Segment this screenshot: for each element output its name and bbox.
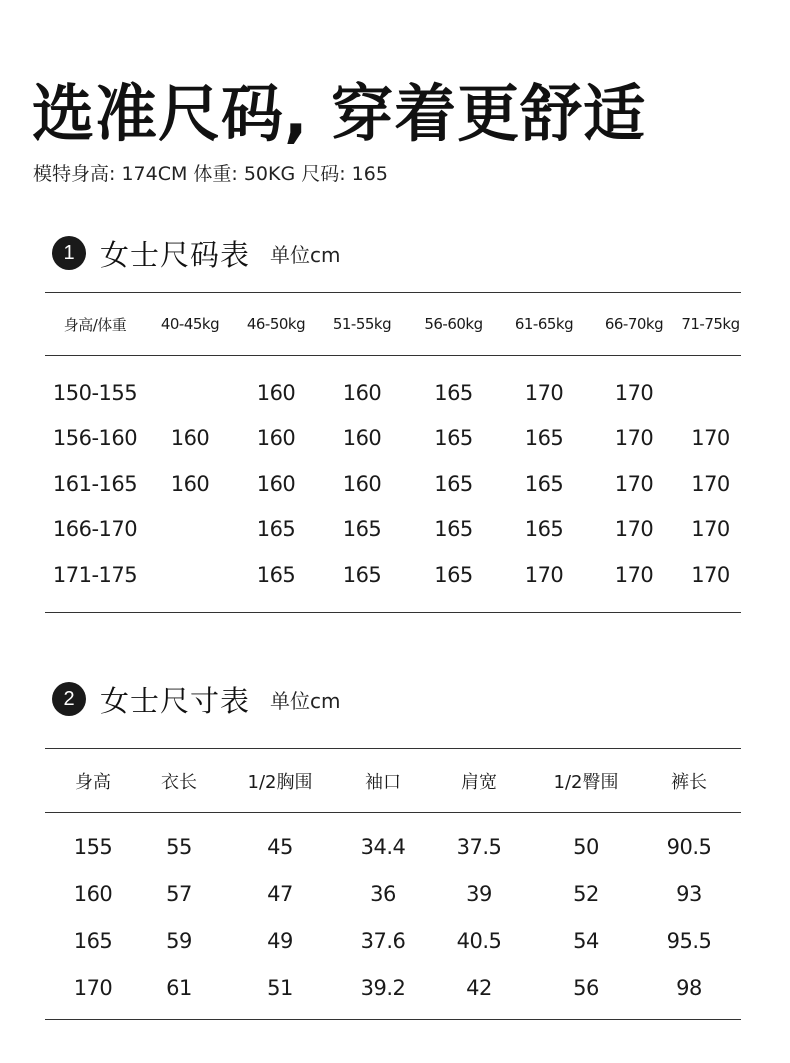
column-header: 71-75kg	[681, 315, 740, 333]
table-cell: 37.5	[456, 834, 502, 859]
table-cell: 165	[524, 517, 564, 542]
table-row	[45, 356, 741, 416]
table-cell: 155	[73, 834, 113, 859]
table-cell: 160	[256, 426, 296, 451]
table-cell: 39.2	[360, 975, 406, 1000]
measurements-table	[45, 748, 741, 1020]
section-measurements-header	[52, 679, 341, 719]
column-header: 61-65kg	[514, 315, 574, 333]
table-cell: 40.5	[456, 928, 502, 953]
table-cell: 61	[166, 975, 192, 1000]
section-size-chart-header	[52, 233, 341, 273]
table-row	[45, 917, 741, 964]
table-cell: 160	[342, 426, 382, 451]
table-cell: 165	[73, 928, 113, 953]
section-number-badge: 1	[52, 236, 86, 270]
table-cell: 165	[342, 517, 382, 542]
table-cell: 47	[267, 881, 293, 906]
table-row	[45, 552, 741, 612]
table-cell: 170	[691, 562, 730, 587]
table-cell: 166-170	[52, 517, 138, 542]
unit-label: 单位cm	[270, 242, 341, 267]
table-cell: 170	[691, 517, 730, 542]
column-header: 66-70kg	[604, 315, 664, 333]
table-cell: 54	[573, 928, 599, 953]
table-cell: 39	[466, 881, 492, 906]
table-cell: 42	[466, 975, 492, 1000]
page-title: 选准尺码, 穿着更舒适	[32, 77, 647, 150]
table-cell: 170	[524, 380, 564, 405]
table-cell	[145, 552, 235, 612]
table-cell: 160	[342, 380, 382, 405]
table-cell: 170	[691, 471, 730, 496]
table-cell: 55	[166, 834, 192, 859]
table-cell: 95.5	[666, 928, 712, 953]
unit-label: 单位cm	[270, 688, 341, 713]
size-chart-table	[45, 292, 741, 613]
table-cell: 170	[614, 380, 654, 405]
column-header: 裤长	[671, 771, 707, 793]
table-cell: 170	[73, 975, 113, 1000]
table-cell: 170	[614, 517, 654, 542]
column-header: 身高/体重	[63, 315, 127, 334]
column-header: 身高	[75, 771, 111, 793]
column-header: 肩宽	[461, 771, 497, 793]
section-number-badge: 2	[52, 682, 86, 716]
table-cell: 165	[434, 426, 473, 451]
table-cell: 160	[170, 471, 210, 496]
table-cell: 36	[370, 881, 396, 906]
table-row	[45, 461, 741, 507]
table-cell: 170	[614, 471, 654, 496]
table-cell: 45	[267, 834, 293, 859]
table-cell: 98	[676, 975, 702, 1000]
column-header: 衣长	[161, 771, 197, 793]
table-header-row	[45, 293, 741, 356]
table-cell: 51	[267, 975, 293, 1000]
table-cell: 49	[267, 928, 293, 953]
table-cell: 37.6	[360, 928, 406, 953]
table-cell: 150-155	[52, 380, 138, 405]
table-cell: 50	[573, 834, 599, 859]
table-cell: 90.5	[666, 834, 712, 859]
table-cell	[145, 507, 235, 553]
table-cell: 160	[256, 471, 296, 496]
column-header: 40-45kg	[160, 315, 220, 333]
table-cell: 56	[573, 975, 599, 1000]
table-cell: 160	[342, 471, 382, 496]
table-row	[45, 870, 741, 917]
table-cell: 165	[256, 562, 296, 587]
table-row	[45, 416, 741, 462]
table-cell: 165	[434, 562, 473, 587]
table-cell: 165	[524, 426, 564, 451]
table-cell: 57	[166, 881, 192, 906]
table-cell: 160	[170, 426, 210, 451]
section-title: 女士尺码表	[100, 237, 251, 272]
column-header: 51-55kg	[332, 315, 392, 333]
model-info: 模特身高: 174CM 体重: 50KG 尺码: 165	[33, 163, 388, 185]
table-cell: 93	[676, 881, 702, 906]
table-row	[45, 507, 741, 553]
table-cell: 34.4	[360, 834, 406, 859]
table-row	[45, 813, 741, 871]
table-row	[45, 964, 741, 1020]
table-cell: 160	[73, 881, 113, 906]
table-cell	[145, 356, 235, 416]
table-cell: 165	[434, 471, 473, 496]
column-header: 56-60kg	[424, 315, 483, 333]
section-title: 女士尺寸表	[100, 683, 251, 718]
column-header: 46-50kg	[246, 315, 306, 333]
column-header: 1/2臀围	[553, 771, 619, 793]
table-cell: 165	[434, 517, 473, 542]
table-cell: 170	[524, 562, 564, 587]
table-cell: 59	[166, 928, 192, 953]
table-cell: 170	[691, 426, 730, 451]
column-header: 袖口	[365, 771, 401, 793]
table-header-row	[45, 749, 741, 813]
table-cell: 52	[573, 881, 599, 906]
table-cell: 165	[256, 517, 296, 542]
table-cell: 165	[342, 562, 382, 587]
table-cell: 160	[256, 380, 296, 405]
table-cell: 165	[524, 471, 564, 496]
table-cell: 170	[614, 562, 654, 587]
table-cell: 170	[614, 426, 654, 451]
table-cell	[680, 356, 741, 416]
column-header: 1/2胸围	[247, 771, 313, 793]
table-cell: 156-160	[52, 426, 138, 451]
table-cell: 165	[434, 380, 473, 405]
table-cell: 171-175	[52, 562, 138, 587]
table-cell: 161-165	[52, 471, 138, 496]
